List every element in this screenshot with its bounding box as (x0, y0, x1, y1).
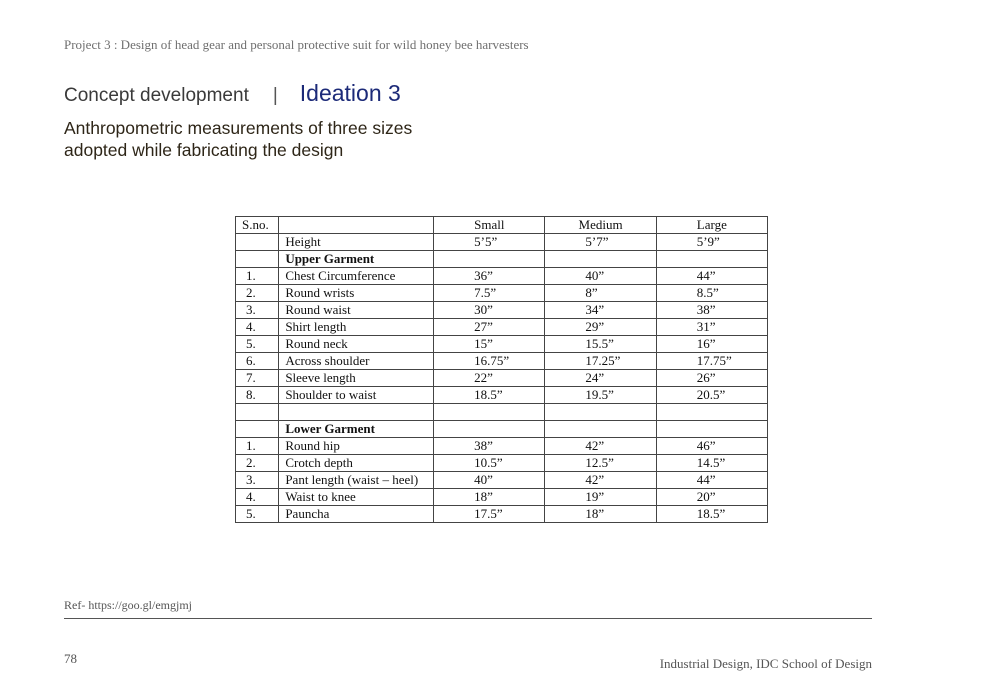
cell-medium: 19.5” (545, 387, 656, 404)
cell-medium: 19” (545, 489, 656, 506)
header-large: Large (656, 217, 767, 234)
cell-item: Pauncha (279, 506, 434, 523)
cell-sno: 6. (236, 353, 279, 370)
cell-large (656, 421, 767, 438)
table-row (236, 353, 768, 370)
table-row-height (236, 234, 768, 251)
section-title-upper: Upper Garment (279, 251, 434, 268)
table-row (236, 370, 768, 387)
cell-large: 14.5” (656, 455, 767, 472)
cell-item (279, 404, 434, 421)
header-sno: S.no. (236, 217, 279, 234)
cell-item: Shirt length (279, 319, 434, 336)
cell-large (656, 404, 767, 421)
cell-sno: 3. (236, 472, 279, 489)
page-number: 78 (64, 651, 77, 666)
cell-small: 30” (434, 302, 545, 319)
cell-item: Round wrists (279, 285, 434, 302)
cell-medium: 8” (545, 285, 656, 302)
header-item (279, 217, 434, 234)
cell-sno (236, 234, 279, 251)
cell-small: 22” (434, 370, 545, 387)
footer-divider (64, 618, 872, 619)
cell-sno: 4. (236, 319, 279, 336)
cell-item: Chest Circumference (279, 268, 434, 285)
table-row (236, 336, 768, 353)
cell-item: Pant length (waist – heel) (279, 472, 434, 489)
cell-medium: 18” (545, 506, 656, 523)
subtitle-line: Anthropometric measurements of three sizes (64, 118, 413, 138)
cell-large: 20.5” (656, 387, 767, 404)
cell-sno: 1. (236, 438, 279, 455)
table-row (236, 268, 768, 285)
cell-medium: 34” (545, 302, 656, 319)
cell-small: 18” (434, 489, 545, 506)
cell-item: Height (279, 234, 434, 251)
cell-large: 46” (656, 438, 767, 455)
cell-medium: 17.25” (545, 353, 656, 370)
cell-small: 38” (434, 438, 545, 455)
cell-medium (545, 251, 656, 268)
cell-item: Sleeve length (279, 370, 434, 387)
subtitle-line: adopted while fabricating the design (64, 140, 344, 160)
reference-link[interactable]: Ref- https://goo.gl/emgjmj (64, 598, 192, 612)
section-title-lower: Lower Garment (279, 421, 434, 438)
section-heading (64, 80, 401, 108)
cell-item: Waist to knee (279, 489, 434, 506)
table-row (236, 489, 768, 506)
cell-large: 16” (656, 336, 767, 353)
table-row (236, 455, 768, 472)
cell-large: 44” (656, 472, 767, 489)
cell-sno: 3. (236, 302, 279, 319)
cell-item: Shoulder to waist (279, 387, 434, 404)
measurements-table-body (236, 217, 768, 523)
table-row (236, 506, 768, 523)
measurements-table (235, 216, 768, 523)
cell-large: 5’9” (656, 234, 767, 251)
header-small: Small (434, 217, 545, 234)
cell-sno: 1. (236, 268, 279, 285)
cell-sno: 5. (236, 336, 279, 353)
cell-medium (545, 421, 656, 438)
cell-small (434, 404, 545, 421)
ideation-title: Ideation 3 (299, 80, 401, 106)
cell-small: 18.5” (434, 387, 545, 404)
header-medium: Medium (545, 217, 656, 234)
table-row (236, 472, 768, 489)
cell-small: 40” (434, 472, 545, 489)
table-row (236, 319, 768, 336)
section-divider: | (272, 85, 278, 106)
section-label: Concept development (64, 85, 249, 106)
table-row (236, 302, 768, 319)
cell-item: Round hip (279, 438, 434, 455)
cell-medium: 42” (545, 438, 656, 455)
cell-item: Round waist (279, 302, 434, 319)
cell-sno (236, 404, 279, 421)
cell-large: 8.5” (656, 285, 767, 302)
cell-small (434, 251, 545, 268)
cell-sno (236, 251, 279, 268)
cell-small: 16.75” (434, 353, 545, 370)
table-section-lower (236, 421, 768, 438)
table-row (236, 285, 768, 302)
cell-sno (236, 421, 279, 438)
cell-large: 31” (656, 319, 767, 336)
project-title: Project 3 : Design of head gear and personal protective suit for wild honey bee harvesters (64, 37, 529, 52)
cell-large: 18.5” (656, 506, 767, 523)
cell-large: 20” (656, 489, 767, 506)
table-row (236, 387, 768, 404)
cell-item: Crotch depth (279, 455, 434, 472)
cell-small: 7.5” (434, 285, 545, 302)
cell-medium: 15.5” (545, 336, 656, 353)
cell-large: 38” (656, 302, 767, 319)
cell-sno: 2. (236, 285, 279, 302)
cell-large: 26” (656, 370, 767, 387)
cell-large: 17.75” (656, 353, 767, 370)
cell-small: 27” (434, 319, 545, 336)
page-subtitle (64, 117, 564, 161)
cell-medium (545, 404, 656, 421)
cell-medium: 29” (545, 319, 656, 336)
footer-institution: Industrial Design, IDC School of Design (659, 656, 872, 671)
cell-medium: 42” (545, 472, 656, 489)
table-spacer-row (236, 404, 768, 421)
cell-small: 5’5” (434, 234, 545, 251)
cell-sno: 5. (236, 506, 279, 523)
cell-small: 15” (434, 336, 545, 353)
cell-medium: 24” (545, 370, 656, 387)
cell-sno: 2. (236, 455, 279, 472)
cell-small (434, 421, 545, 438)
table-row (236, 438, 768, 455)
cell-small: 36” (434, 268, 545, 285)
cell-sno: 7. (236, 370, 279, 387)
cell-large (656, 251, 767, 268)
cell-small: 10.5” (434, 455, 545, 472)
cell-item: Across shoulder (279, 353, 434, 370)
cell-small: 17.5” (434, 506, 545, 523)
cell-sno: 8. (236, 387, 279, 404)
cell-medium: 40” (545, 268, 656, 285)
cell-medium: 5’7” (545, 234, 656, 251)
table-section-upper (236, 251, 768, 268)
table-header-row (236, 217, 768, 234)
cell-large: 44” (656, 268, 767, 285)
cell-item: Round neck (279, 336, 434, 353)
cell-sno: 4. (236, 489, 279, 506)
cell-medium: 12.5” (545, 455, 656, 472)
